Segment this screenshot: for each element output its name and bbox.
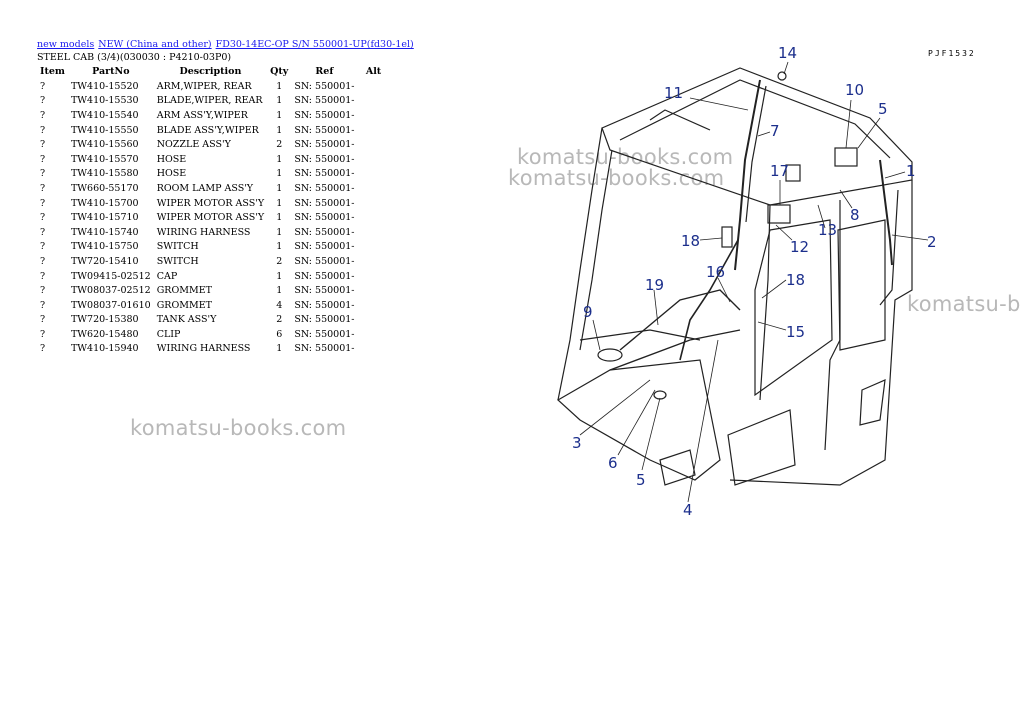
header-qty: Qty: [270, 66, 289, 77]
cell-qty: 1: [276, 153, 283, 165]
cell-item: ?: [40, 255, 46, 267]
cell-ref: SN: 550001-: [294, 182, 355, 194]
cell-qty: 1: [276, 241, 283, 253]
table-row: [37, 342, 390, 357]
cell-description: GROMMET: [156, 285, 212, 297]
cell-partno: TW410-15570: [70, 153, 139, 165]
cell-item: ?: [40, 168, 46, 180]
cell-ref: SN: 550001-: [294, 241, 355, 253]
cell-ref: SN: 550001-: [294, 285, 355, 297]
cell-description: WIPER MOTOR ASS'Y: [156, 212, 265, 224]
table-row: [37, 181, 390, 196]
cell-item: ?: [40, 182, 46, 194]
table-row: [37, 254, 390, 269]
cell-description: HOSE: [156, 153, 187, 165]
cell-description: SWITCH: [156, 241, 199, 253]
cell-qty: 1: [276, 343, 283, 355]
callout-label: 16: [706, 263, 726, 281]
cell-qty: 1: [276, 109, 283, 121]
table-row: [37, 79, 390, 94]
watermark-text: komatsu-b: [907, 292, 1021, 316]
cell-partno: TW410-15580: [70, 168, 139, 180]
cell-item: ?: [40, 299, 46, 311]
cell-qty: 2: [276, 255, 283, 267]
cell-partno: TW410-15700: [70, 197, 139, 209]
cell-ref: SN: 550001-: [294, 299, 355, 311]
cell-alt: [358, 269, 390, 284]
callout-label: 6: [608, 454, 618, 472]
cell-alt: [358, 196, 390, 211]
cell-qty: 1: [276, 197, 283, 209]
cell-alt: [358, 327, 390, 342]
cell-item: ?: [40, 343, 46, 355]
cell-ref: SN: 550001-: [294, 109, 355, 121]
parts-table-header: [37, 64, 390, 79]
cell-alt: [358, 313, 390, 328]
cell-item: ?: [40, 270, 46, 282]
callout-label: 18: [786, 271, 806, 289]
callout-label: 12: [790, 238, 810, 256]
cell-description: NOZZLE ASS'Y: [156, 139, 231, 151]
cell-ref: SN: 550001-: [294, 153, 355, 165]
callout-label: 19: [645, 276, 665, 294]
callout-label: 17: [770, 162, 790, 180]
table-row: [37, 123, 390, 138]
callout-label: 13: [818, 221, 838, 239]
cell-alt: [358, 298, 390, 313]
cell-qty: 1: [276, 270, 283, 282]
cell-item: ?: [40, 328, 46, 340]
cell-partno: TW720-15410: [70, 255, 139, 267]
cell-partno: TW08037-02512: [70, 285, 151, 297]
callout-label: 2: [927, 233, 937, 251]
cell-ref: SN: 550001-: [294, 226, 355, 238]
parts-table-body: [37, 79, 390, 356]
cell-alt: [358, 210, 390, 225]
cell-alt: [358, 181, 390, 196]
breadcrumb-link-new-models[interactable]: new models: [37, 39, 95, 50]
cell-ref: SN: 550001-: [294, 139, 355, 151]
breadcrumb-link-region[interactable]: NEW (China and other): [98, 39, 212, 50]
callout-label: 8: [850, 206, 860, 224]
cell-alt: [358, 240, 390, 255]
cell-partno: TW410-15550: [70, 124, 139, 136]
cell-alt: [358, 123, 390, 138]
breadcrumb: [37, 39, 418, 50]
cell-alt: [358, 342, 390, 357]
callout-label: 7: [770, 122, 780, 140]
cell-partno: TW410-15530: [70, 95, 139, 107]
cell-description: HOSE: [156, 168, 187, 180]
cell-qty: 6: [276, 328, 283, 340]
cell-alt: [358, 283, 390, 298]
leader-lines: [580, 62, 928, 502]
cell-description: CLIP: [156, 328, 181, 340]
cell-qty: 1: [276, 80, 283, 92]
cell-ref: SN: 550001-: [294, 343, 355, 355]
cell-description: TANK ASS'Y: [156, 314, 217, 326]
watermark-text: komatsu-books.com: [517, 145, 734, 169]
cell-ref: SN: 550001-: [294, 80, 355, 92]
cell-qty: 2: [276, 139, 283, 151]
header-ref: Ref: [315, 66, 334, 77]
table-row: [37, 196, 390, 211]
header-description: Description: [179, 66, 242, 77]
cab-frame-drawing: [558, 68, 912, 485]
cell-qty: 1: [276, 182, 283, 194]
cell-qty: 1: [276, 226, 283, 238]
callout-label: 1: [906, 162, 916, 180]
callout-label: 18: [681, 232, 701, 250]
cell-item: ?: [40, 241, 46, 253]
cell-ref: SN: 550001-: [294, 255, 355, 267]
callout-label: 11: [664, 84, 684, 102]
table-row: [37, 283, 390, 298]
table-row: [37, 298, 390, 313]
cell-item: ?: [40, 95, 46, 107]
callout-label: 5: [636, 471, 646, 489]
table-row: [37, 137, 390, 152]
cab-exploded-diagram: [540, 40, 970, 520]
cell-description: ARM ASS'Y,WIPER: [156, 109, 248, 121]
cell-ref: SN: 550001-: [294, 95, 355, 107]
table-row: [37, 225, 390, 240]
cell-partno: TW410-15540: [70, 109, 139, 121]
header-item: Item: [40, 66, 65, 77]
watermark-text: komatsu-books.com: [508, 166, 725, 190]
cell-partno: TW410-15560: [70, 139, 139, 151]
cell-partno: TW410-15940: [70, 343, 139, 355]
table-row: [37, 313, 390, 328]
table-row: [37, 269, 390, 284]
cell-partno: TW09415-02512: [70, 270, 151, 282]
cell-qty: 1: [276, 95, 283, 107]
cell-item: ?: [40, 197, 46, 209]
cell-partno: TW720-15380: [70, 314, 139, 326]
cell-alt: [358, 152, 390, 167]
cell-partno: TW660-55170: [70, 182, 139, 194]
cell-ref: SN: 550001-: [294, 197, 355, 209]
cell-qty: 1: [276, 124, 283, 136]
cell-item: ?: [40, 124, 46, 136]
cell-alt: [358, 167, 390, 182]
breadcrumb-link-model[interactable]: FD30-14EC-OP S/N 550001-UP(fd30-1el): [215, 39, 414, 50]
table-row: [37, 152, 390, 167]
callout-label: 15: [786, 323, 806, 341]
table-row: [37, 108, 390, 123]
table-row: [37, 240, 390, 255]
cell-partno: TW08037-01610: [70, 299, 151, 311]
table-row: [37, 94, 390, 109]
callout-label: 10: [845, 81, 865, 99]
cell-item: ?: [40, 314, 46, 326]
parts-table: [37, 64, 390, 356]
cell-ref: SN: 550001-: [294, 328, 355, 340]
callout-label: 5: [878, 100, 888, 118]
cell-alt: [358, 254, 390, 269]
cell-item: ?: [40, 285, 46, 297]
watermark-text: komatsu-books.com: [130, 416, 347, 440]
cell-item: ?: [40, 212, 46, 224]
page-subtitle: STEEL CAB (3/4)(030030 : P4210-03P0): [37, 52, 232, 63]
cell-ref: SN: 550001-: [294, 168, 355, 180]
callout-label: 9: [583, 303, 593, 321]
header-alt: Alt: [365, 66, 382, 77]
cell-ref: SN: 550001-: [294, 270, 355, 282]
table-row: [37, 210, 390, 225]
table-row: [37, 327, 390, 342]
callout-label: 3: [572, 434, 582, 452]
cell-item: ?: [40, 226, 46, 238]
cell-description: CAP: [156, 270, 178, 282]
cell-description: WIRING HARNESS: [156, 226, 251, 238]
callout-label: 4: [683, 501, 693, 519]
cell-partno: TW410-15740: [70, 226, 139, 238]
cell-alt: [358, 79, 390, 94]
diagram-code: PJF1532: [928, 49, 976, 58]
callout-label: 14: [778, 44, 798, 62]
cell-description: BLADE,WIPER, REAR: [156, 95, 263, 107]
table-row: [37, 167, 390, 182]
cell-alt: [358, 137, 390, 152]
cell-qty: 4: [276, 299, 283, 311]
cell-alt: [358, 225, 390, 240]
cell-description: WIRING HARNESS: [156, 343, 251, 355]
cell-partno: TW620-15480: [70, 328, 139, 340]
cell-partno: TW410-15710: [70, 212, 139, 224]
cell-alt: [358, 108, 390, 123]
cell-qty: 1: [276, 168, 283, 180]
cell-partno: TW410-15750: [70, 241, 139, 253]
cell-qty: 1: [276, 285, 283, 297]
cell-ref: SN: 550001-: [294, 314, 355, 326]
header-partno: PartNo: [92, 66, 130, 77]
cell-description: BLADE ASS'Y,WIPER: [156, 124, 259, 136]
cell-description: ARM,WIPER, REAR: [156, 80, 252, 92]
cell-qty: 1: [276, 212, 283, 224]
cell-ref: SN: 550001-: [294, 212, 355, 224]
cell-alt: [358, 94, 390, 109]
cell-description: GROMMET: [156, 299, 212, 311]
cell-qty: 2: [276, 314, 283, 326]
cell-partno: TW410-15520: [70, 80, 139, 92]
cell-item: ?: [40, 153, 46, 165]
cell-item: ?: [40, 109, 46, 121]
cell-description: WIPER MOTOR ASS'Y: [156, 197, 265, 209]
cell-description: ROOM LAMP ASS'Y: [156, 182, 254, 194]
cell-description: SWITCH: [156, 255, 199, 267]
cell-item: ?: [40, 139, 46, 151]
cell-item: ?: [40, 80, 46, 92]
cell-ref: SN: 550001-: [294, 124, 355, 136]
